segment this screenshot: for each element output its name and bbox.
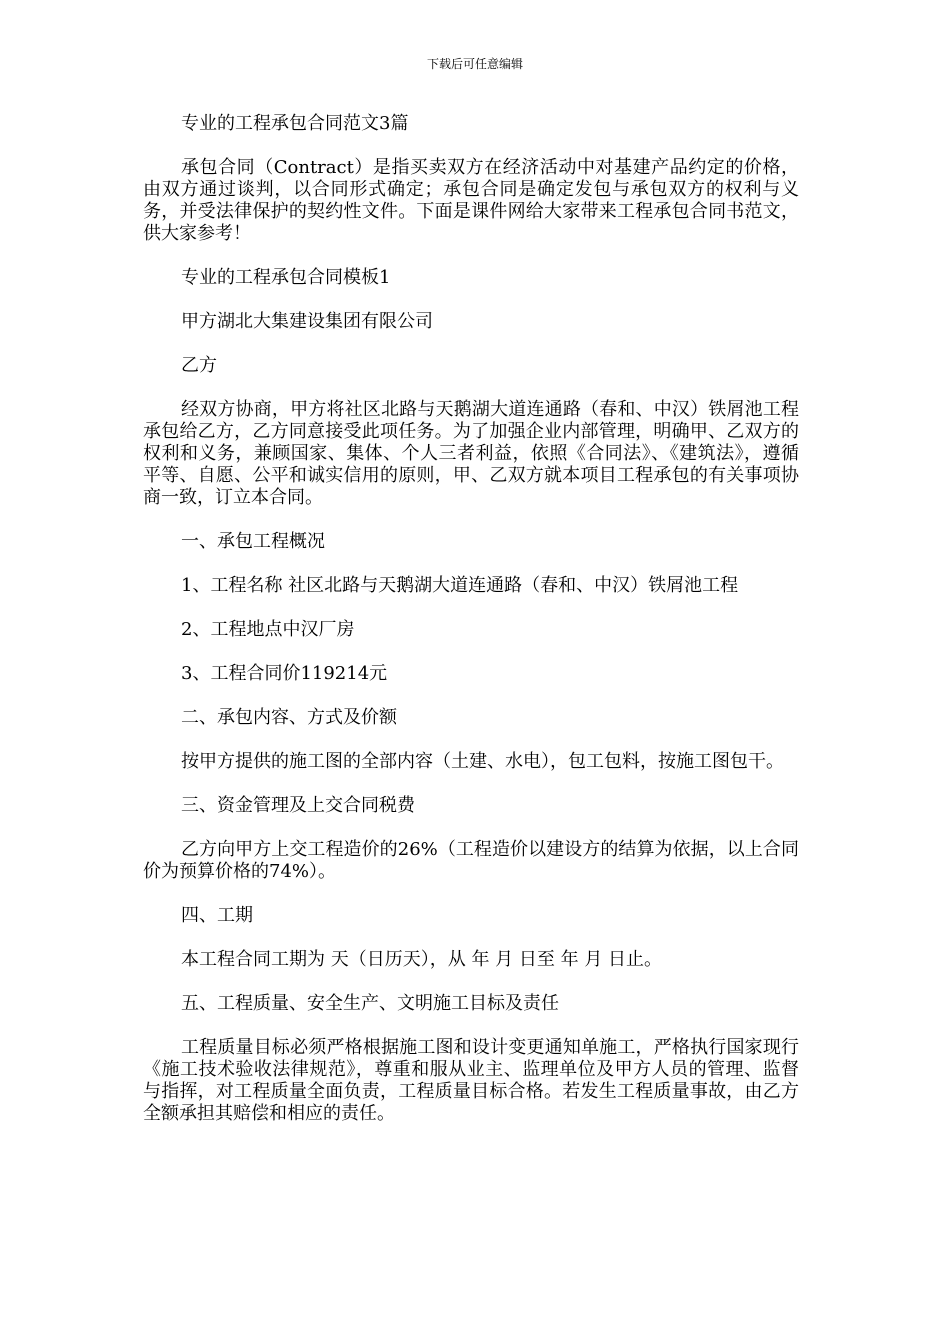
party-b-line: 乙方 [181, 355, 217, 376]
party-a-line: 甲方湖北大集建设集团有限公司 [181, 311, 433, 332]
section-heading-duration: 四、工期 [181, 905, 253, 926]
scope-paragraph: 按甲方提供的施工图的全部内容（土建、水电），包工包料，按施工图包干。 [181, 751, 784, 772]
contract-price-line: 3、工程合同价119214元 [181, 663, 388, 684]
section-heading-funds: 三、资金管理及上交合同税费 [181, 795, 415, 816]
project-name-line: 1、工程名称 社区北路与天鹅湖大道连通路（春和、中汉）铁屑池工程 [181, 575, 739, 596]
section-heading-overview: 一、承包工程概况 [181, 531, 325, 552]
document-title: 专业的工程承包合同范文3篇 [181, 113, 409, 134]
funds-paragraph: 乙方向甲方上交工程造价的26%（工程造价以建设方的结算为依据，以上合同价为预算价格的74%）。 [143, 839, 799, 882]
section-heading-scope: 二、承包内容、方式及价额 [181, 707, 397, 728]
page-header-note: 下载后可任意编辑 [426, 57, 523, 71]
intro-paragraph: 承包合同（Contract）是指买卖双方在经济活动中对基建产品约定的价格，由双方通过谈判，以合同形式确定；承包合同是确定发包与承包双方的权利与义务，并受法律保护的契约性文件。下面是课件网给大家带来工程承包合同书范文，供大家参考！ [143, 157, 799, 244]
section-heading-quality: 五、工程质量、安全生产、文明施工目标及责任 [181, 993, 559, 1014]
quality-paragraph: 工程质量目标必须严格根据施工图和设计变更通知单施工，严格执行国家现行《施工技术验收法律规范》，尊重和服从业主、监理单位及甲方人员的管理、监督与指挥，对工程质量全面负责，工程质量目标合格。若发生工程质量事故，由乙方全额承担其赔偿和相应的责任。 [143, 1037, 799, 1124]
duration-paragraph: 本工程合同工期为 天（日历天），从 年 月 日至 年 月 日止。 [181, 949, 663, 970]
agreement-paragraph: 经双方协商，甲方将社区北路与天鹅湖大道连通路（春和、中汉）铁屑池工程承包给乙方，乙方同意接受此项任务。为了加强企业内部管理，明确甲、乙双方的权利和义务，兼顾国家、集体、个人三者利益，依照《合同法》、《建筑法》，遵循平等、自愿、公平和诚实信用的原则，甲、乙双方就本项目工程承包的有关事项协商一致，订立本合同。 [143, 399, 799, 508]
document-body [143, 113, 799, 1147]
project-location-line: 2、工程地点中汉厂房 [181, 619, 355, 640]
template-heading: 专业的工程承包合同模板1 [181, 267, 391, 288]
